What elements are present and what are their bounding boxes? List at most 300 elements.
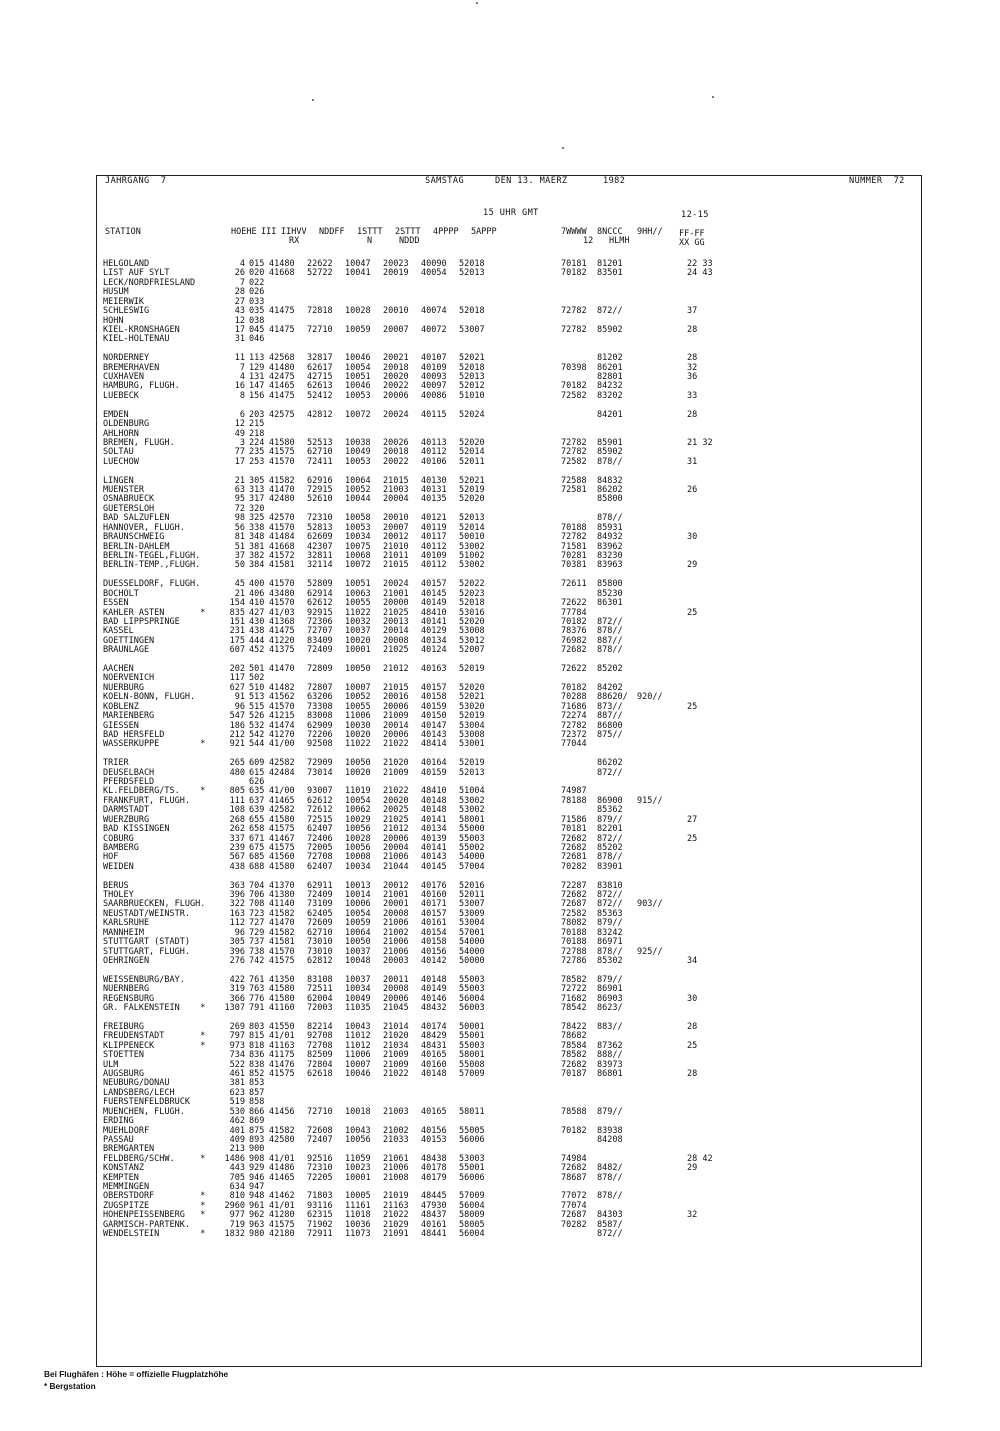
station-name: FREUDENSTADT * bbox=[103, 1031, 206, 1042]
hoehe: 462 bbox=[229, 1116, 245, 1126]
station-name: SOLTAU bbox=[103, 447, 134, 458]
group-4pppp: 48414 bbox=[421, 739, 447, 750]
ff-gust: 28 bbox=[687, 1021, 698, 1032]
station-id: 215 bbox=[249, 419, 265, 430]
group-4pppp: 40143 bbox=[421, 729, 447, 740]
group-8nccc: 878// bbox=[597, 1191, 623, 1202]
group-1sttt: 10007 bbox=[345, 1059, 371, 1070]
group-2sttt: 21001 bbox=[383, 890, 409, 900]
group-5appp: 54000 bbox=[459, 852, 485, 863]
group-5appp: 56006 bbox=[459, 1134, 485, 1145]
group-5appp: 50001 bbox=[459, 1021, 485, 1032]
station-id: 853 bbox=[249, 1078, 265, 1089]
group-8nccc: 86201 bbox=[597, 362, 623, 373]
nddff: 72206 bbox=[307, 729, 333, 740]
table-row bbox=[97, 514, 921, 523]
table-row bbox=[97, 458, 921, 467]
group-8nccc: 86900 bbox=[597, 795, 623, 806]
hoehe: 627 bbox=[229, 682, 245, 693]
nddff: 73109 bbox=[307, 899, 333, 910]
group-1sttt: 10046 bbox=[345, 1068, 371, 1079]
footnote-mountain-station: * Bergstation bbox=[44, 1381, 96, 1391]
hoehe: 12 bbox=[234, 419, 245, 430]
group-2sttt: 21022 bbox=[383, 1210, 409, 1221]
group-2sttt: 21025 bbox=[383, 607, 409, 618]
group-7wwww: 78588 bbox=[561, 1106, 587, 1117]
group-7wwww: 70182 bbox=[561, 1125, 587, 1136]
station-name: FUERSTENFELDBRUCK bbox=[103, 1097, 190, 1108]
station-id: 532 bbox=[249, 720, 265, 731]
station-id: 320 bbox=[249, 503, 265, 514]
group-7wwww: 72722 bbox=[561, 984, 587, 995]
col-7wwww: 7WWWW bbox=[561, 227, 587, 237]
group-1sttt: 10032 bbox=[345, 616, 371, 627]
nddff: 72411 bbox=[307, 456, 333, 467]
station-id: 639 bbox=[249, 805, 265, 816]
hoehe: 977 bbox=[229, 1210, 245, 1221]
col-ff-sub: XX GG bbox=[679, 238, 705, 248]
group-8nccc: 86202 bbox=[597, 485, 623, 495]
hoehe: 43 bbox=[234, 306, 245, 317]
group-2sttt: 20026 bbox=[383, 437, 409, 448]
group-4pppp: 40164 bbox=[421, 758, 447, 769]
table-row bbox=[97, 1155, 921, 1164]
group-7wwww: 76982 bbox=[561, 635, 587, 646]
group-5appp: 55003 bbox=[459, 974, 485, 985]
group-1sttt: 10054 bbox=[345, 795, 371, 806]
station-id: 946 bbox=[249, 1172, 265, 1183]
group-8nccc: 85931 bbox=[597, 522, 623, 533]
group-8nccc: 84303 bbox=[597, 1210, 623, 1221]
station-id: 513 bbox=[249, 692, 265, 703]
iihvv: 41575 bbox=[269, 955, 295, 966]
station-id: 033 bbox=[249, 296, 265, 307]
group-1sttt: 10049 bbox=[345, 993, 371, 1004]
table-row bbox=[97, 712, 921, 721]
group-1sttt: 10020 bbox=[345, 635, 371, 646]
hoehe: 268 bbox=[229, 814, 245, 825]
group-5appp: 58009 bbox=[459, 1210, 485, 1221]
group-8nccc: 872// bbox=[597, 616, 623, 627]
nddff: 72407 bbox=[307, 1134, 333, 1145]
table-row bbox=[97, 693, 921, 702]
group-2sttt: 20020 bbox=[383, 795, 409, 806]
table-row bbox=[97, 1127, 921, 1136]
station-id: 515 bbox=[249, 701, 265, 712]
nddff: 83008 bbox=[307, 711, 333, 722]
table-row bbox=[97, 938, 921, 947]
group-5appp: 56004 bbox=[459, 993, 485, 1004]
group-2sttt: 20000 bbox=[383, 598, 409, 608]
table-row bbox=[97, 957, 921, 966]
group-5appp: 53001 bbox=[459, 739, 485, 750]
hoehe: 422 bbox=[229, 974, 245, 985]
iihvv: 41550 bbox=[269, 1021, 295, 1032]
group-1sttt: 10020 bbox=[345, 767, 371, 778]
group-5appp: 52013 bbox=[459, 268, 485, 279]
nddff: 72909 bbox=[307, 758, 333, 769]
station-id: 129 bbox=[249, 362, 265, 373]
group-4pppp: 40148 bbox=[421, 974, 447, 985]
group-4pppp: 40112 bbox=[421, 541, 447, 552]
station-id: 893 bbox=[249, 1134, 265, 1145]
nddff: 62004 bbox=[307, 993, 333, 1004]
group-1sttt: 10046 bbox=[345, 381, 371, 392]
group-4pppp: 48441 bbox=[421, 1229, 447, 1240]
group-1sttt: 11012 bbox=[345, 1040, 371, 1051]
group-2sttt: 20001 bbox=[383, 899, 409, 910]
hoehe: 443 bbox=[229, 1163, 245, 1174]
group-2sttt: 20025 bbox=[383, 805, 409, 816]
group-8nccc: 888// bbox=[597, 1050, 623, 1061]
group-5appp: 53004 bbox=[459, 918, 485, 929]
station-name: WEISSENBURG/BAY. bbox=[103, 974, 185, 985]
nddff: 92516 bbox=[307, 1153, 333, 1164]
iihvv: 41480 bbox=[269, 362, 295, 373]
station-name: MUENSTER bbox=[103, 485, 144, 495]
group-2sttt: 21025 bbox=[383, 814, 409, 825]
group-9hh: 925// bbox=[637, 946, 663, 957]
group-1sttt: 10034 bbox=[345, 532, 371, 543]
group-5appp: 58011 bbox=[459, 1106, 485, 1117]
group-8nccc: 84932 bbox=[597, 532, 623, 543]
group-5appp: 57001 bbox=[459, 927, 485, 938]
ff-gust: 28 bbox=[687, 1068, 698, 1079]
group-2sttt: 21010 bbox=[383, 541, 409, 552]
station-id: 452 bbox=[249, 645, 265, 656]
group-4pppp: 47930 bbox=[421, 1200, 447, 1211]
group-2sttt: 21163 bbox=[383, 1200, 409, 1211]
table-row bbox=[97, 759, 921, 768]
station-id: 857 bbox=[249, 1087, 265, 1098]
hoehe: 212 bbox=[229, 729, 245, 740]
group-9hh: 915// bbox=[637, 795, 663, 806]
table-row bbox=[97, 533, 921, 542]
iihvv: 41580 bbox=[269, 437, 295, 448]
table-row bbox=[97, 787, 921, 796]
group-8nccc: 83242 bbox=[597, 927, 623, 938]
nddff: 62407 bbox=[307, 824, 333, 835]
station-id: 655 bbox=[249, 814, 265, 825]
group-4pppp: 40159 bbox=[421, 767, 447, 778]
group-1sttt: 10058 bbox=[345, 513, 371, 524]
group-4pppp: 40161 bbox=[421, 1219, 447, 1230]
station-id: 305 bbox=[249, 475, 265, 486]
group-2sttt: 20019 bbox=[383, 268, 409, 279]
group-2sttt: 20008 bbox=[383, 635, 409, 646]
iihvv: 41465 bbox=[269, 381, 295, 392]
hoehe: 37 bbox=[234, 551, 245, 561]
iihvv: 41467 bbox=[269, 833, 295, 844]
col-ff: FF-FF bbox=[679, 229, 705, 239]
station-name: GOETTINGEN bbox=[103, 635, 155, 646]
group-1sttt: 10036 bbox=[345, 1219, 371, 1230]
group-5appp: 52012 bbox=[459, 381, 485, 392]
station-id: 438 bbox=[249, 626, 265, 637]
group-7wwww: 72588 bbox=[561, 475, 587, 486]
hoehe: 112 bbox=[229, 918, 245, 929]
group-4pppp: 40157 bbox=[421, 908, 447, 919]
station-name: NEUBURG/DONAU bbox=[103, 1078, 170, 1089]
iihvv: 41580 bbox=[269, 993, 295, 1004]
station-id: 317 bbox=[249, 494, 265, 505]
table-row bbox=[97, 674, 921, 683]
iihvv: 41465 bbox=[269, 1172, 295, 1183]
group-5appp: 55001 bbox=[459, 1031, 485, 1042]
group-7wwww: 70188 bbox=[561, 937, 587, 948]
table-row bbox=[97, 740, 921, 749]
group-2sttt: 20012 bbox=[383, 880, 409, 891]
group-4pppp: 40161 bbox=[421, 918, 447, 929]
nddff: 62710 bbox=[307, 927, 333, 938]
station-name: KOBLENZ bbox=[103, 701, 139, 712]
hoehe: 17 bbox=[234, 456, 245, 467]
nddff: 72409 bbox=[307, 890, 333, 900]
table-row bbox=[97, 646, 921, 655]
station-id: 253 bbox=[249, 456, 265, 467]
station-name: GUETERSLOH bbox=[103, 503, 155, 514]
group-7wwww: 71682 bbox=[561, 993, 587, 1004]
hoehe: 31 bbox=[234, 334, 245, 345]
table-row bbox=[97, 477, 921, 486]
station-name: BRAUNLAGE bbox=[103, 645, 150, 656]
hoehe: 634 bbox=[229, 1182, 245, 1192]
group-4pppp: 40090 bbox=[421, 259, 447, 269]
hoehe: 111 bbox=[229, 795, 245, 806]
group-1sttt: 10059 bbox=[345, 918, 371, 929]
table-row bbox=[97, 919, 921, 928]
group-8nccc: 872// bbox=[597, 899, 623, 910]
ff-gust: 29 bbox=[687, 560, 698, 571]
hoehe: 363 bbox=[229, 880, 245, 891]
nddff: 52809 bbox=[307, 579, 333, 590]
ff-gust: 29 bbox=[687, 1163, 698, 1174]
group-2sttt: 21034 bbox=[383, 1040, 409, 1051]
nddff: 72609 bbox=[307, 918, 333, 929]
iihvv: 42582 bbox=[269, 758, 295, 769]
station-id: 626 bbox=[249, 777, 265, 787]
station-name: BERLIN-TEGEL,FLUGH. bbox=[103, 551, 201, 561]
group-5appp: 52016 bbox=[459, 880, 485, 891]
group-9hh: 920// bbox=[637, 692, 663, 703]
station-id: 803 bbox=[249, 1021, 265, 1032]
group-8nccc: 84208 bbox=[597, 1134, 623, 1145]
group-2sttt: 21009 bbox=[383, 1050, 409, 1061]
group-7wwww: 72372 bbox=[561, 729, 587, 740]
nddff: 62617 bbox=[307, 362, 333, 373]
table-row bbox=[97, 1230, 921, 1239]
station-name: MARIENBERG bbox=[103, 711, 155, 722]
hoehe: 96 bbox=[234, 927, 245, 938]
hoehe: 49 bbox=[234, 428, 245, 439]
station-id: 045 bbox=[249, 324, 265, 335]
station-name: HELGOLAND bbox=[103, 259, 150, 269]
group-2sttt: 21003 bbox=[383, 485, 409, 495]
group-5appp: 57009 bbox=[459, 1068, 485, 1079]
scan-speck bbox=[562, 147, 564, 149]
nddff: 72708 bbox=[307, 1040, 333, 1051]
iihvv: 42180 bbox=[269, 1229, 295, 1240]
group-8nccc: 878// bbox=[597, 456, 623, 467]
iihvv: 42570 bbox=[269, 513, 295, 524]
table-row bbox=[97, 599, 921, 608]
group-5appp: 52018 bbox=[459, 306, 485, 317]
group-8nccc: 879// bbox=[597, 1106, 623, 1117]
group-8nccc: 85362 bbox=[597, 805, 623, 816]
group-1sttt: 10050 bbox=[345, 664, 371, 674]
iihvv: 41/01 bbox=[269, 1153, 295, 1164]
hoehe: 151 bbox=[229, 616, 245, 627]
group-8nccc: 883// bbox=[597, 1021, 623, 1032]
station-id: 875 bbox=[249, 1125, 265, 1136]
hoehe: 63 bbox=[234, 485, 245, 495]
station-id: 729 bbox=[249, 927, 265, 938]
group-2sttt: 20007 bbox=[383, 324, 409, 335]
table-row bbox=[97, 317, 921, 326]
station-name: BERUS bbox=[103, 880, 129, 891]
group-4pppp: 40158 bbox=[421, 692, 447, 703]
table-row bbox=[97, 1098, 921, 1107]
group-2sttt: 20011 bbox=[383, 974, 409, 985]
group-7wwww: 72682 bbox=[561, 842, 587, 853]
iihvv: 41582 bbox=[269, 1125, 295, 1136]
station-name: BREMEN, FLUGH. bbox=[103, 437, 175, 448]
hoehe: 72 bbox=[234, 503, 245, 514]
group-5appp: 55000 bbox=[459, 824, 485, 835]
hoehe: 1486 bbox=[224, 1153, 245, 1164]
table-row bbox=[97, 637, 921, 646]
table-row bbox=[97, 439, 921, 448]
iihvv: 42575 bbox=[269, 409, 295, 420]
group-2sttt: 20006 bbox=[383, 390, 409, 401]
station-id: 776 bbox=[249, 993, 265, 1004]
group-8nccc: 8482/ bbox=[597, 1163, 623, 1174]
group-8nccc: 83973 bbox=[597, 1059, 623, 1070]
group-4pppp: 40054 bbox=[421, 268, 447, 279]
nddff: 32817 bbox=[307, 353, 333, 364]
table-row bbox=[97, 1164, 921, 1173]
group-7wwww: 77784 bbox=[561, 607, 587, 618]
group-7wwww: 70182 bbox=[561, 616, 587, 627]
iihvv: 41580 bbox=[269, 984, 295, 995]
group-7wwww: 70281 bbox=[561, 551, 587, 561]
station-name: KOELN-BONN, FLUGH. bbox=[103, 692, 196, 703]
hoehe: 567 bbox=[229, 852, 245, 863]
group-8nccc: 86901 bbox=[597, 984, 623, 995]
table-row bbox=[97, 495, 921, 504]
table-row bbox=[97, 703, 921, 712]
group-5appp: 53016 bbox=[459, 607, 485, 618]
group-4pppp: 40157 bbox=[421, 682, 447, 693]
group-2sttt: 20014 bbox=[383, 720, 409, 731]
group-1sttt: 10072 bbox=[345, 409, 371, 420]
group-8nccc: 81202 bbox=[597, 353, 623, 364]
hoehe: 239 bbox=[229, 842, 245, 853]
station-name: TRIER bbox=[103, 758, 129, 769]
group-4pppp: 40160 bbox=[421, 890, 447, 900]
group-5appp: 54000 bbox=[459, 946, 485, 957]
station-id: 235 bbox=[249, 447, 265, 458]
group-8nccc: 85902 bbox=[597, 447, 623, 458]
report-frame bbox=[96, 175, 922, 1367]
group-1sttt: 10055 bbox=[345, 598, 371, 608]
group-4pppp: 40165 bbox=[421, 1106, 447, 1117]
group-8nccc: 83962 bbox=[597, 541, 623, 552]
station-id: 866 bbox=[249, 1106, 265, 1117]
iihvv: 41560 bbox=[269, 852, 295, 863]
station-id: 113 bbox=[249, 353, 265, 364]
group-4pppp: 40112 bbox=[421, 447, 447, 458]
table-row bbox=[97, 543, 921, 552]
station-name: BERLIN-TEMP.,FLUGH. bbox=[103, 560, 201, 571]
group-4pppp: 48437 bbox=[421, 1210, 447, 1221]
iihvv: 41370 bbox=[269, 880, 295, 891]
nddff: 72809 bbox=[307, 664, 333, 674]
group-8nccc: 85902 bbox=[597, 324, 623, 335]
group-5appp: 57009 bbox=[459, 1191, 485, 1202]
iihvv: 41140 bbox=[269, 899, 295, 910]
station-id: 026 bbox=[249, 287, 265, 298]
table-row bbox=[97, 1183, 921, 1192]
group-2sttt: 21006 bbox=[383, 918, 409, 929]
table-row bbox=[97, 985, 921, 994]
group-2sttt: 21020 bbox=[383, 1031, 409, 1042]
iihvv: 41220 bbox=[269, 635, 295, 646]
hoehe: 734 bbox=[229, 1050, 245, 1061]
group-4pppp: 40141 bbox=[421, 814, 447, 825]
station-name: PFERDSFELD bbox=[103, 777, 155, 787]
col-2sttt-sub: NDDD bbox=[399, 236, 420, 246]
group-4pppp: 40134 bbox=[421, 635, 447, 646]
table-row bbox=[97, 806, 921, 815]
nddff: 52412 bbox=[307, 390, 333, 401]
ff-gust: 30 bbox=[687, 993, 698, 1004]
nddff: 72818 bbox=[307, 306, 333, 317]
col-9hh: 9HH// bbox=[637, 227, 663, 237]
table-row bbox=[97, 364, 921, 373]
group-7wwww: 78082 bbox=[561, 918, 587, 929]
station-name: STUTTGART (STADT) bbox=[103, 937, 190, 948]
group-5appp: 52020 bbox=[459, 682, 485, 693]
station-id: 510 bbox=[249, 682, 265, 693]
group-4pppp: 40124 bbox=[421, 645, 447, 656]
station-name: NUERBURG bbox=[103, 682, 144, 693]
group-2sttt: 21045 bbox=[383, 1003, 409, 1013]
nddff: 72409 bbox=[307, 645, 333, 656]
station-name: KIEL-HOLTENAU bbox=[103, 334, 170, 345]
date-label: DEN 13. MAERZ bbox=[495, 176, 568, 186]
group-1sttt: 10052 bbox=[345, 485, 371, 495]
group-7wwww: 72786 bbox=[561, 955, 587, 966]
group-5appp: 55003 bbox=[459, 984, 485, 995]
group-1sttt: 10056 bbox=[345, 824, 371, 835]
group-1sttt: 10037 bbox=[345, 626, 371, 637]
station-name: HAMBURG, FLUGH. bbox=[103, 381, 180, 392]
group-5appp: 52021 bbox=[459, 353, 485, 364]
ff-gust: 34 bbox=[687, 955, 698, 966]
group-1sttt: 10054 bbox=[345, 362, 371, 373]
table-row bbox=[97, 354, 921, 363]
table-row bbox=[97, 392, 921, 401]
group-5appp: 52024 bbox=[459, 409, 485, 420]
table-row bbox=[97, 722, 921, 731]
group-8nccc: 82201 bbox=[597, 824, 623, 835]
station-id: 704 bbox=[249, 880, 265, 891]
group-1sttt: 11019 bbox=[345, 786, 371, 797]
col-8nccc: 8NCCC bbox=[597, 227, 623, 237]
station-id: 338 bbox=[249, 522, 265, 533]
group-4pppp: 40145 bbox=[421, 588, 447, 599]
